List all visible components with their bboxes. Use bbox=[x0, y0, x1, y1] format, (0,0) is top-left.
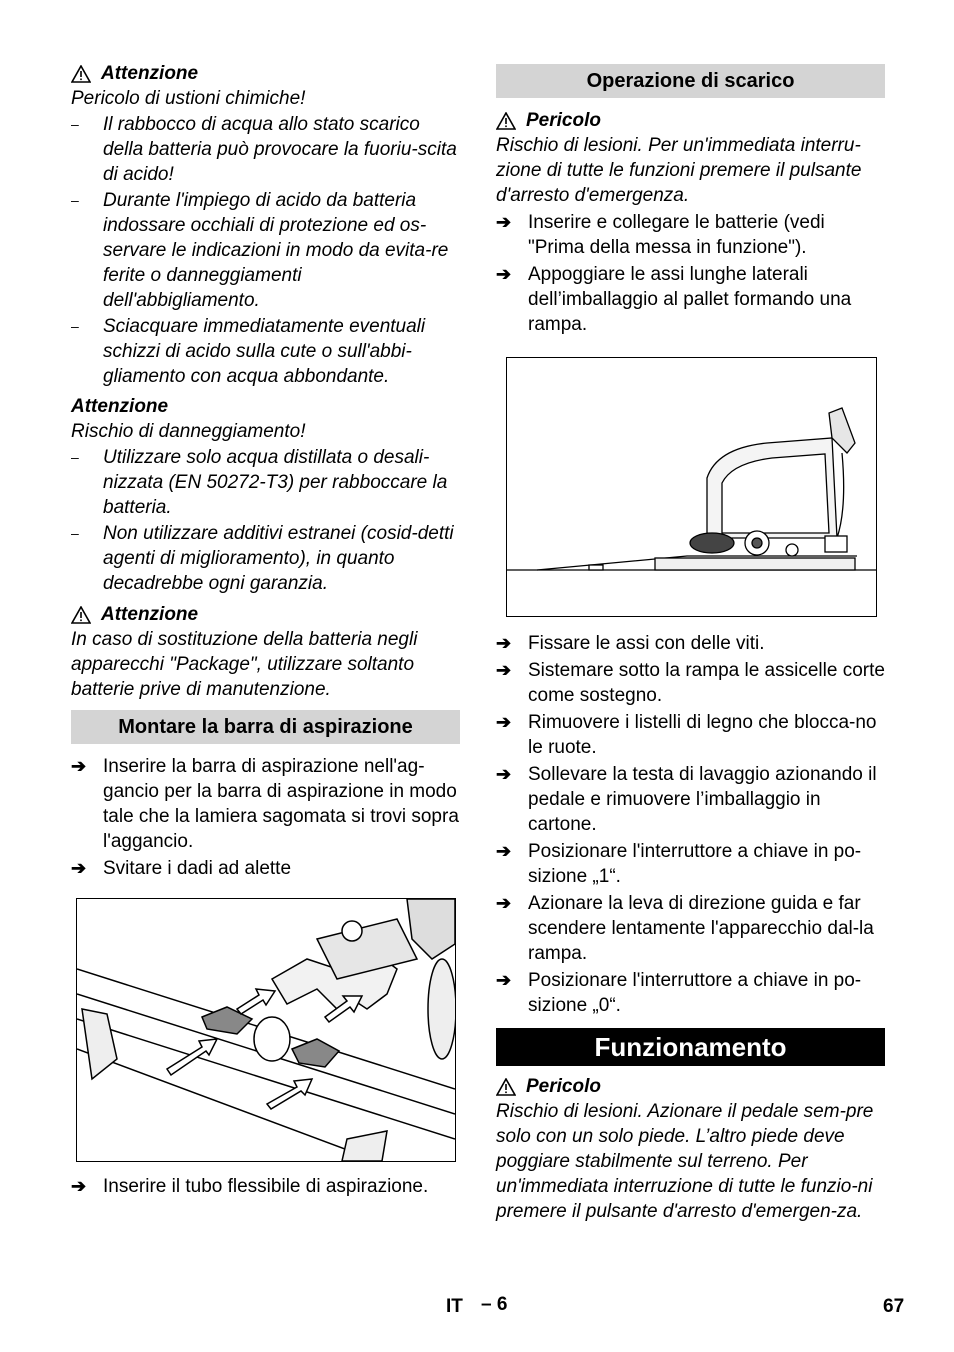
warning-title: Attenzione bbox=[71, 396, 169, 417]
arrow-right-icon: ➔ bbox=[496, 212, 512, 232]
step-item: ➔ Inserire la barra di aspirazione nell'ag-gancio per la barra di aspirazione in modo tale che la lamiera sagomata si trovi sopra l'aggancio. bbox=[71, 756, 459, 852]
step-item: ➔ Fissare le assi con delle viti. bbox=[496, 633, 765, 654]
step-item: ➔ Rimuovere i listelli di legno che blocca-no le ruote. bbox=[496, 712, 877, 758]
step-item: ➔ Azionare la leva di direzione guida e far scendere lentamente l'apparecchio dal-la rampa. bbox=[496, 893, 874, 964]
warning-text: In caso di sostituzione della batteria negli apparecchi "Package", utilizzare soltanto batterie prive di manutenzione. bbox=[71, 629, 418, 700]
warning-title: Attenzione bbox=[101, 63, 199, 84]
list-item: – Non utilizzare additivi estranei (cosid-detti agenti di miglioramento), in quanto decadrebbe ogni garanzia. bbox=[71, 523, 454, 594]
danger-text: Rischio di lesioni. Per un'immediata interru-zione di tutte le funzioni premere il pulsante d'arresto d'emergenza. bbox=[496, 135, 862, 206]
danger-text: Rischio di lesioni. Azionare il pedale sem-pre solo con un solo piede. L’altro piede deve poggiare stabilmente sul terreno. Per un'immediata interruzione di tutte le funzio-ni premere il pulsante d'arresto d'emergen-za. bbox=[496, 1101, 874, 1222]
step-item: ➔ Appoggiare le assi lunghe laterali dell’imballaggio al pallet formando una rampa. bbox=[496, 264, 852, 335]
arrow-right-icon: ➔ bbox=[496, 970, 512, 990]
unloading-ramp-illustration bbox=[506, 357, 877, 617]
warning-lead: Pericolo di ustioni chimiche! bbox=[71, 88, 306, 109]
arrow-right-icon: ➔ bbox=[496, 660, 512, 680]
arrow-right-icon: ➔ bbox=[71, 1176, 87, 1196]
footer-section-page: – 6 bbox=[481, 1294, 508, 1315]
list-item: – Utilizzare solo acqua distillata o desali-nizzata (EN 50272-T3) per rabboccare la batteria. bbox=[71, 447, 448, 518]
warning-lead: Rischio di danneggiamento! bbox=[71, 421, 306, 442]
arrow-right-icon: ➔ bbox=[496, 893, 512, 913]
list-item: – Il rabbocco di acqua allo stato scarico della batteria può provocare la fuoriu-scita di acido! bbox=[71, 114, 457, 185]
arrow-right-icon: ➔ bbox=[71, 756, 87, 776]
step-item: ➔ Svitare i dadi ad alette bbox=[71, 858, 292, 879]
step-item: ➔ Sistemare sotto la rampa le assicelle corte come sostegno. bbox=[496, 660, 885, 706]
step-item: ➔ Posizionare l'interruttore a chiave in po-sizione „1“. bbox=[496, 841, 862, 887]
arrow-right-icon: ➔ bbox=[496, 841, 512, 861]
danger-title: Pericolo bbox=[526, 1076, 601, 1097]
step-item: ➔ Inserire e collegare le batterie (vedi "Prima della messa in funzione"). bbox=[496, 212, 825, 258]
squeegee-mount-illustration bbox=[76, 898, 456, 1162]
step-item: ➔ Posizionare l'interruttore a chiave in po-sizione „0“. bbox=[496, 970, 862, 1016]
arrow-right-icon: ➔ bbox=[496, 264, 512, 284]
left-column bbox=[71, 58, 460, 1199]
warning-heading-3 bbox=[71, 602, 460, 627]
section-heading: Montare la barra di aspirazione bbox=[71, 710, 460, 744]
step-item: ➔ Sollevare la testa di lavaggio azionando il pedale e rimuovere l’imballaggio in cartone. bbox=[496, 764, 877, 835]
footer-page-number: 67 bbox=[883, 1296, 905, 1317]
right-column bbox=[496, 58, 885, 1224]
warning-triangle-icon bbox=[496, 1078, 516, 1096]
danger-title: Pericolo bbox=[526, 110, 601, 131]
danger-heading-1 bbox=[496, 108, 885, 133]
step-item: ➔ Inserire il tubo flessibile di aspirazione. bbox=[71, 1176, 429, 1197]
warning-heading-2 bbox=[71, 394, 460, 419]
warning-title: Attenzione bbox=[101, 604, 199, 625]
warning-triangle-icon bbox=[496, 112, 516, 130]
list-item: – Sciacquare immediatamente eventuali schizzi di acido sulla cute o sull'abbi-gliamento con acqua abbondante. bbox=[71, 316, 426, 387]
footer-language: IT bbox=[446, 1296, 463, 1317]
list-item: – Durante l'impiego di acido da batteria indossare occhiali di protezione ed os-servare le indicazioni in modo da evita-re ferite o danneggiamenti dell'abbigliamento. bbox=[71, 190, 449, 311]
warning-heading-1 bbox=[71, 61, 460, 86]
warning-triangle-icon bbox=[71, 65, 91, 83]
arrow-right-icon: ➔ bbox=[71, 858, 87, 878]
arrow-right-icon: ➔ bbox=[496, 764, 512, 784]
chapter-heading: Funzionamento bbox=[496, 1028, 885, 1066]
arrow-right-icon: ➔ bbox=[496, 633, 512, 653]
section-heading: Operazione di scarico bbox=[496, 64, 885, 98]
warning-triangle-icon bbox=[71, 606, 91, 624]
arrow-right-icon: ➔ bbox=[496, 712, 512, 732]
danger-heading-2 bbox=[496, 1074, 885, 1099]
